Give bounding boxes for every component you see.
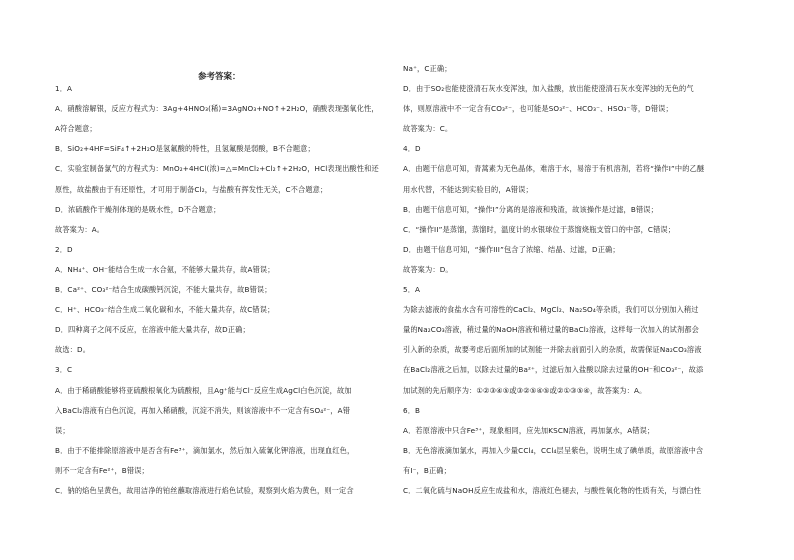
text-line: 1．A bbox=[55, 84, 73, 94]
text-line: A．由于稀硝酸能够将亚硫酸根氧化为硫酸根，且Ag⁺能与Cl⁻反应生成AgCl白色沉淀，故加 bbox=[55, 385, 352, 395]
text-line: A．若原溶液中只含Fe³⁺，现象相同，应先加KSCN溶液，再加氯水，A错误； bbox=[403, 425, 655, 435]
left-column bbox=[55, 64, 390, 506]
text-line: 4．D bbox=[403, 144, 421, 154]
text-line: C．实验室制备氯气的方程式为：MnO₂+4HCl(浓)=△=MnCl₂+Cl₂↑+2H₂O，HCl表现出酸性和还 bbox=[55, 164, 379, 174]
text-line: 在BaCl₂溶液之后加，以除去过量的Ba²⁺，过滤后加入盐酸以除去过量的OH⁻和CO₃²⁻，故添 bbox=[403, 365, 704, 375]
text-line: 引入新的杂质，故要考虑后面所加的试剂能一并除去前面引入的杂质，故需保证Na₂CO₃溶液 bbox=[403, 345, 702, 355]
text-line: 误； bbox=[55, 425, 70, 435]
text-line: 故答案为：D。 bbox=[403, 264, 453, 274]
page-title: 参考答案： bbox=[198, 72, 241, 82]
text-line: 6．B bbox=[403, 405, 421, 415]
text-line: 为除去滤液的食盐水含有可溶性的CaCl₂、MgCl₂、Na₂SO₄等杂质，我们可以分别加入稍过 bbox=[403, 305, 699, 315]
text-line: 故选：D。 bbox=[55, 345, 91, 355]
text-line: 有I⁻，B正确； bbox=[403, 465, 451, 475]
text-line: D．浓硫酸作干燥剂体现的是吸水性，D不合题意； bbox=[55, 204, 221, 214]
text-line: B．由题干信息可知，“操作I”分离的是溶液和残渣，故该操作是过滤，B错误； bbox=[403, 204, 658, 214]
text-line: 入BaCl₂溶液有白色沉淀，再加入稀硝酸，沉淀不消失，则该溶液中不一定含有SO₄²⁻，A错 bbox=[55, 405, 351, 415]
text-line bbox=[55, 64, 390, 84]
text-line: 5．A bbox=[403, 285, 421, 295]
text-line: A．由题干信息可知，青蒿素为无色晶体，难溶于水，易溶于有机溶剂，若将“操作I”中的乙醚 bbox=[403, 164, 705, 174]
text-line: 3．C bbox=[55, 365, 73, 375]
text-line: B．无色溶液滴加氯水，再加入少量CCl₄，CCl₄层呈紫色，说明生成了碘单质，故原溶液中含 bbox=[403, 445, 704, 455]
text-line: D．四种离子之间不反应，在溶液中能大量共存，故D正确； bbox=[55, 325, 250, 335]
text-line: 量的Na₂CO₃溶液，稍过量的NaOH溶液和稍过量的BaCl₂溶液，这样每一次加入的试剂都会 bbox=[403, 325, 700, 335]
text-line: B．SiO₂+4HF=SiF₄↑+2H₂O是氢氟酸的特性，且氢氟酸是弱酸，B不合题意； bbox=[55, 144, 315, 154]
text-line: C．“操作II”是蒸馏，蒸馏时，温度计的水银球位于蒸馏烧瓶支管口的中部，C错误； bbox=[403, 224, 676, 234]
text-line: 加试剂的先后顺序为：①②③④⑤或③②⑤④⑤或②①③⑤④，故答案为：A。 bbox=[403, 385, 647, 395]
text-line: C．H⁺、HCO₃⁻结合生成二氧化碳和水，不能大量共存，故C错误； bbox=[55, 305, 275, 315]
text-line: 用水代替，不能达到实验目的，A错误； bbox=[403, 184, 533, 194]
text-line: 故答案为：C。 bbox=[403, 124, 453, 134]
right-column bbox=[403, 64, 741, 506]
text-line: Na⁺，C正确； bbox=[403, 64, 452, 73]
text-line: 2．D bbox=[55, 244, 73, 254]
text-line: B．Ca²⁺、CO₃²⁻结合生成碳酸钙沉淀，不能大量共存，故B错误； bbox=[55, 285, 272, 295]
text-line: 故答案为：A。 bbox=[55, 224, 105, 234]
text-line: 原性，故盐酸由于有还原性，才可用于制备Cl₂，与盐酸有挥发性无关，C不合题意； bbox=[55, 184, 328, 194]
text-line: C．二氧化硫与NaOH反应生成盐和水，溶液红色褪去，与酸性氧化物的性质有关，与漂白性 bbox=[403, 485, 702, 495]
text-line: 则不一定含有Fe²⁺，B错误； bbox=[55, 465, 149, 475]
text-line: 体，则原溶液中不一定含有CO₃²⁻，也可能是SO₃²⁻、HCO₃⁻、HSO₃⁻等，D错误； bbox=[403, 104, 673, 114]
text-line: D．由题干信息可知，“操作III”包含了浓缩、结晶、过滤，D正确； bbox=[403, 244, 620, 254]
text-line: A．硝酸溶解银，反应方程式为：3Ag+4HNO₃(稀)=3AgNO₃+NO↑+2H₂O，硝酸表现强氧化性， bbox=[55, 104, 379, 114]
text-line: C．钠的焰色呈黄色，故用洁净的铂丝蘸取溶液进行焰色试验，观察到火焰为黄色，则一定含 bbox=[55, 485, 354, 495]
text-line: D．由于SO₂也能使澄清石灰水变浑浊，加入盐酸，放出能使澄清石灰水变浑浊的无色的气 bbox=[403, 84, 694, 94]
text-line: B．由于不能排除原溶液中是否含有Fe³⁺，滴加氯水，然后加入硫氰化钾溶液，出现血红色， bbox=[55, 445, 355, 455]
text-line: A符合题意； bbox=[55, 124, 97, 134]
text-line: A．NH₄⁺、OH⁻能结合生成一水合氨，不能够大量共存，故A错误； bbox=[55, 264, 275, 274]
